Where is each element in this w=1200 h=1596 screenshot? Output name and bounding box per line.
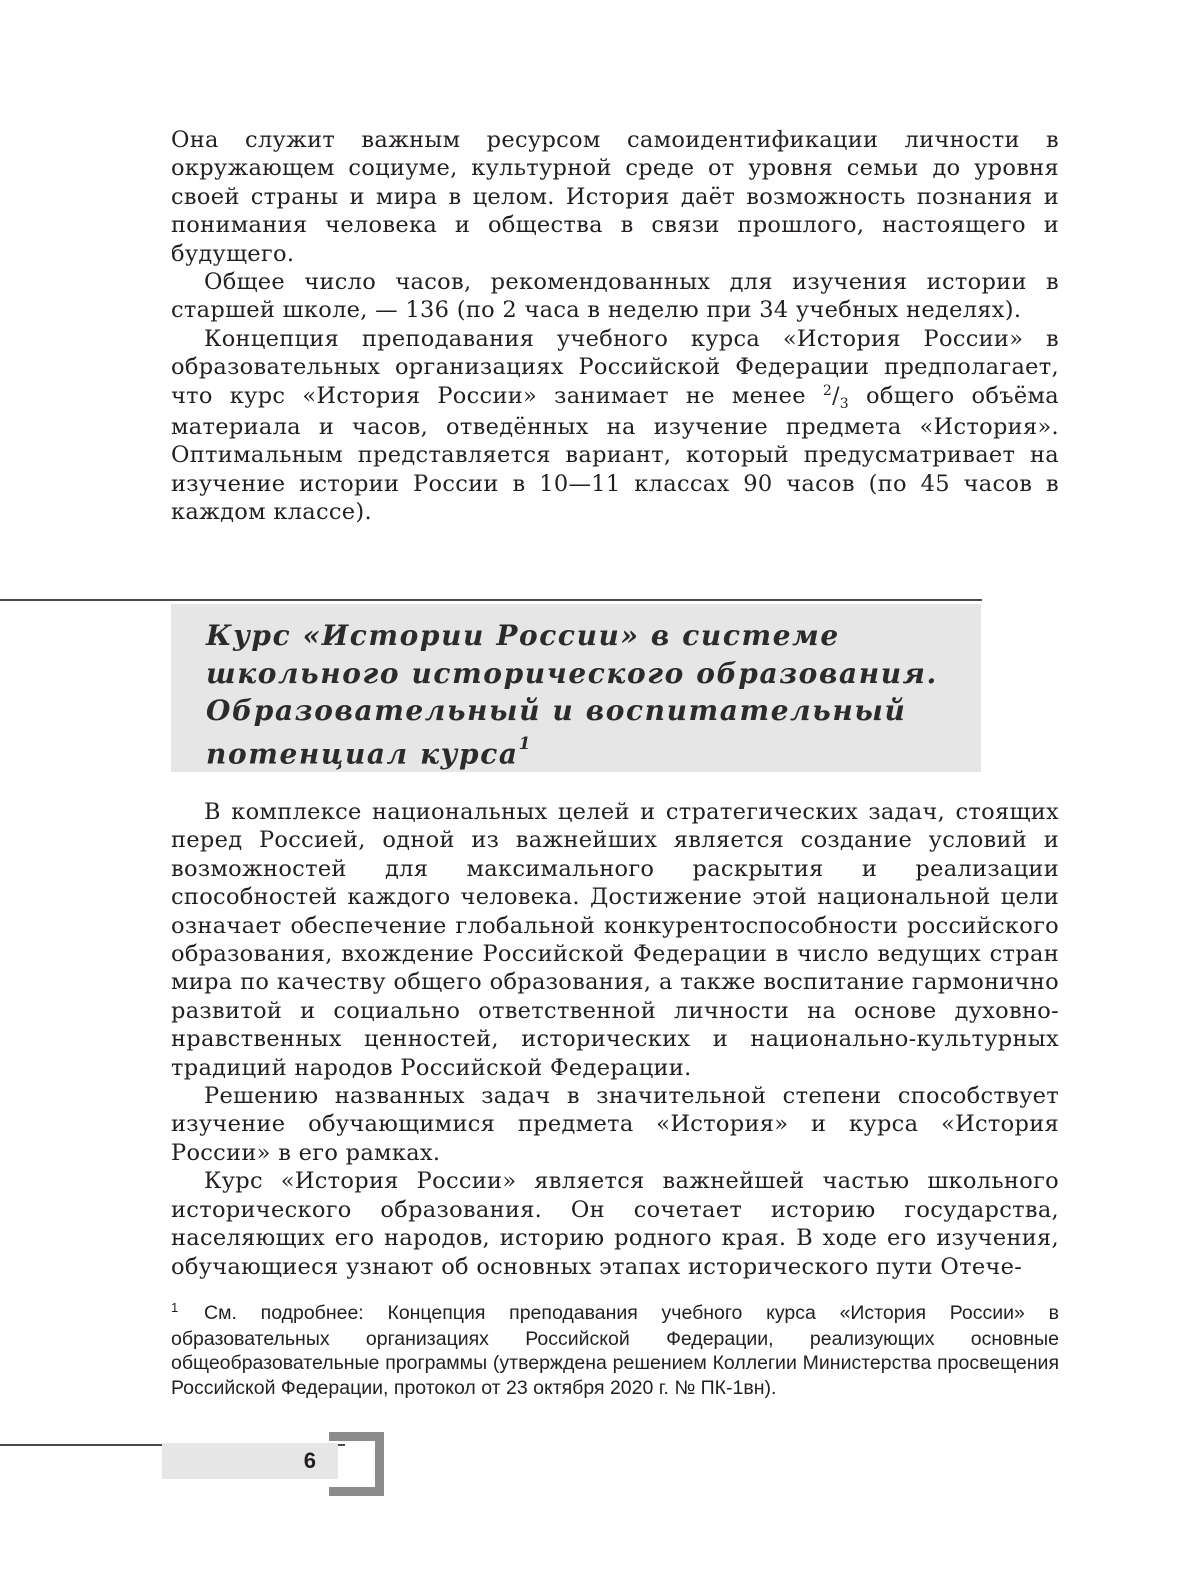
body-paragraph-3: Курс «История России» является важнейшей частью школьного исторического образования. Он сочетает историю государства, населяющих его народов, историю родного края. В ходе его изучения, обучающиеся узнают об основных этапах исторического пути Отече- — [171, 1168, 1059, 1280]
section-heading-footnote-mark: 1 — [518, 733, 531, 754]
fraction-denominator: 3 — [839, 395, 850, 412]
body-paragraph-1: В комплексе национальных целей и стратегических задач, стоящих перед Россией, одной из важнейших является создание условий и возможностей для максимального раскрытия и реализации способностей каждого человека. Достижение этой национальной цели означает обеспечение глобальной конкурентоспособности российского образования, вхождение Российской Федерации в число ведущих стран мира по качеству общего образования, а также воспитание гармонично развитой и социально ответственной личности на основе духовно- нравственных ценностей, исторических и национально-культурных традиций народов Российской Федерации. — [171, 799, 1059, 1081]
page-number: 6 — [303, 1448, 316, 1473]
intro-paragraph-1: Она служит важным ресурсом самоидентификации личности в окружающем социуме, культурной среде от уровня семьи до уровня своей страны и мира в целом. История даёт возможность познания и понимания человека и общества в связи прошлого, настоящего и будущего. — [171, 127, 1059, 267]
intro-paragraph-3-start: Концепция преподавания учебного курса «История России» в образовательных организациях Российской Федерации предполагает, что курс «История России» занимает не менее — [171, 325, 1059, 409]
section-heading — [206, 617, 976, 772]
intro-paragraph-3-end: общего объёма материала и часов, отведённых на изучение предмета «История». Оптимальным представляется вариант, который предусматривает на изучение истории России в 10—11 классах 90 часов (по 45 часов в каждом классе). — [171, 382, 1059, 526]
intro-text — [171, 126, 1059, 527]
footnote-mark: 1 — [171, 1300, 179, 1315]
section-body-text — [171, 798, 1059, 1281]
section-heading-text: Курс «Истории России» в системе школьного исторического образования. Образовательный и воспитательный потенциал курса — [206, 619, 938, 770]
body-paragraph-2: Решению названных задач в значительной степени способствует изучение обучающимися предмета «История» и курса «История России» в его рамках. — [171, 1083, 1059, 1166]
intro-paragraph-3 — [171, 325, 1059, 527]
fraction-slash: / — [832, 383, 840, 409]
footnote-text: См. подробнее: Концепция преподавания учебного курса «История России» в образовательных организациях Российской Федерации, реализующих основные общеобразовательные программы (утверждена решением Коллегии Министерства просвещения Российской Федерации, протокол от 23 октября 2020 г. № ПК-1вн). — [171, 1302, 1059, 1399]
section-divider — [0, 599, 982, 601]
fraction-numerator: 2 — [822, 382, 833, 399]
intro-paragraph-2: Общее число часов, рекомендованных для изучения истории в старшей школе, — 136 (по 2 часа в неделю при 34 учебных неделях). — [171, 269, 1059, 324]
footnote — [171, 1301, 1059, 1400]
